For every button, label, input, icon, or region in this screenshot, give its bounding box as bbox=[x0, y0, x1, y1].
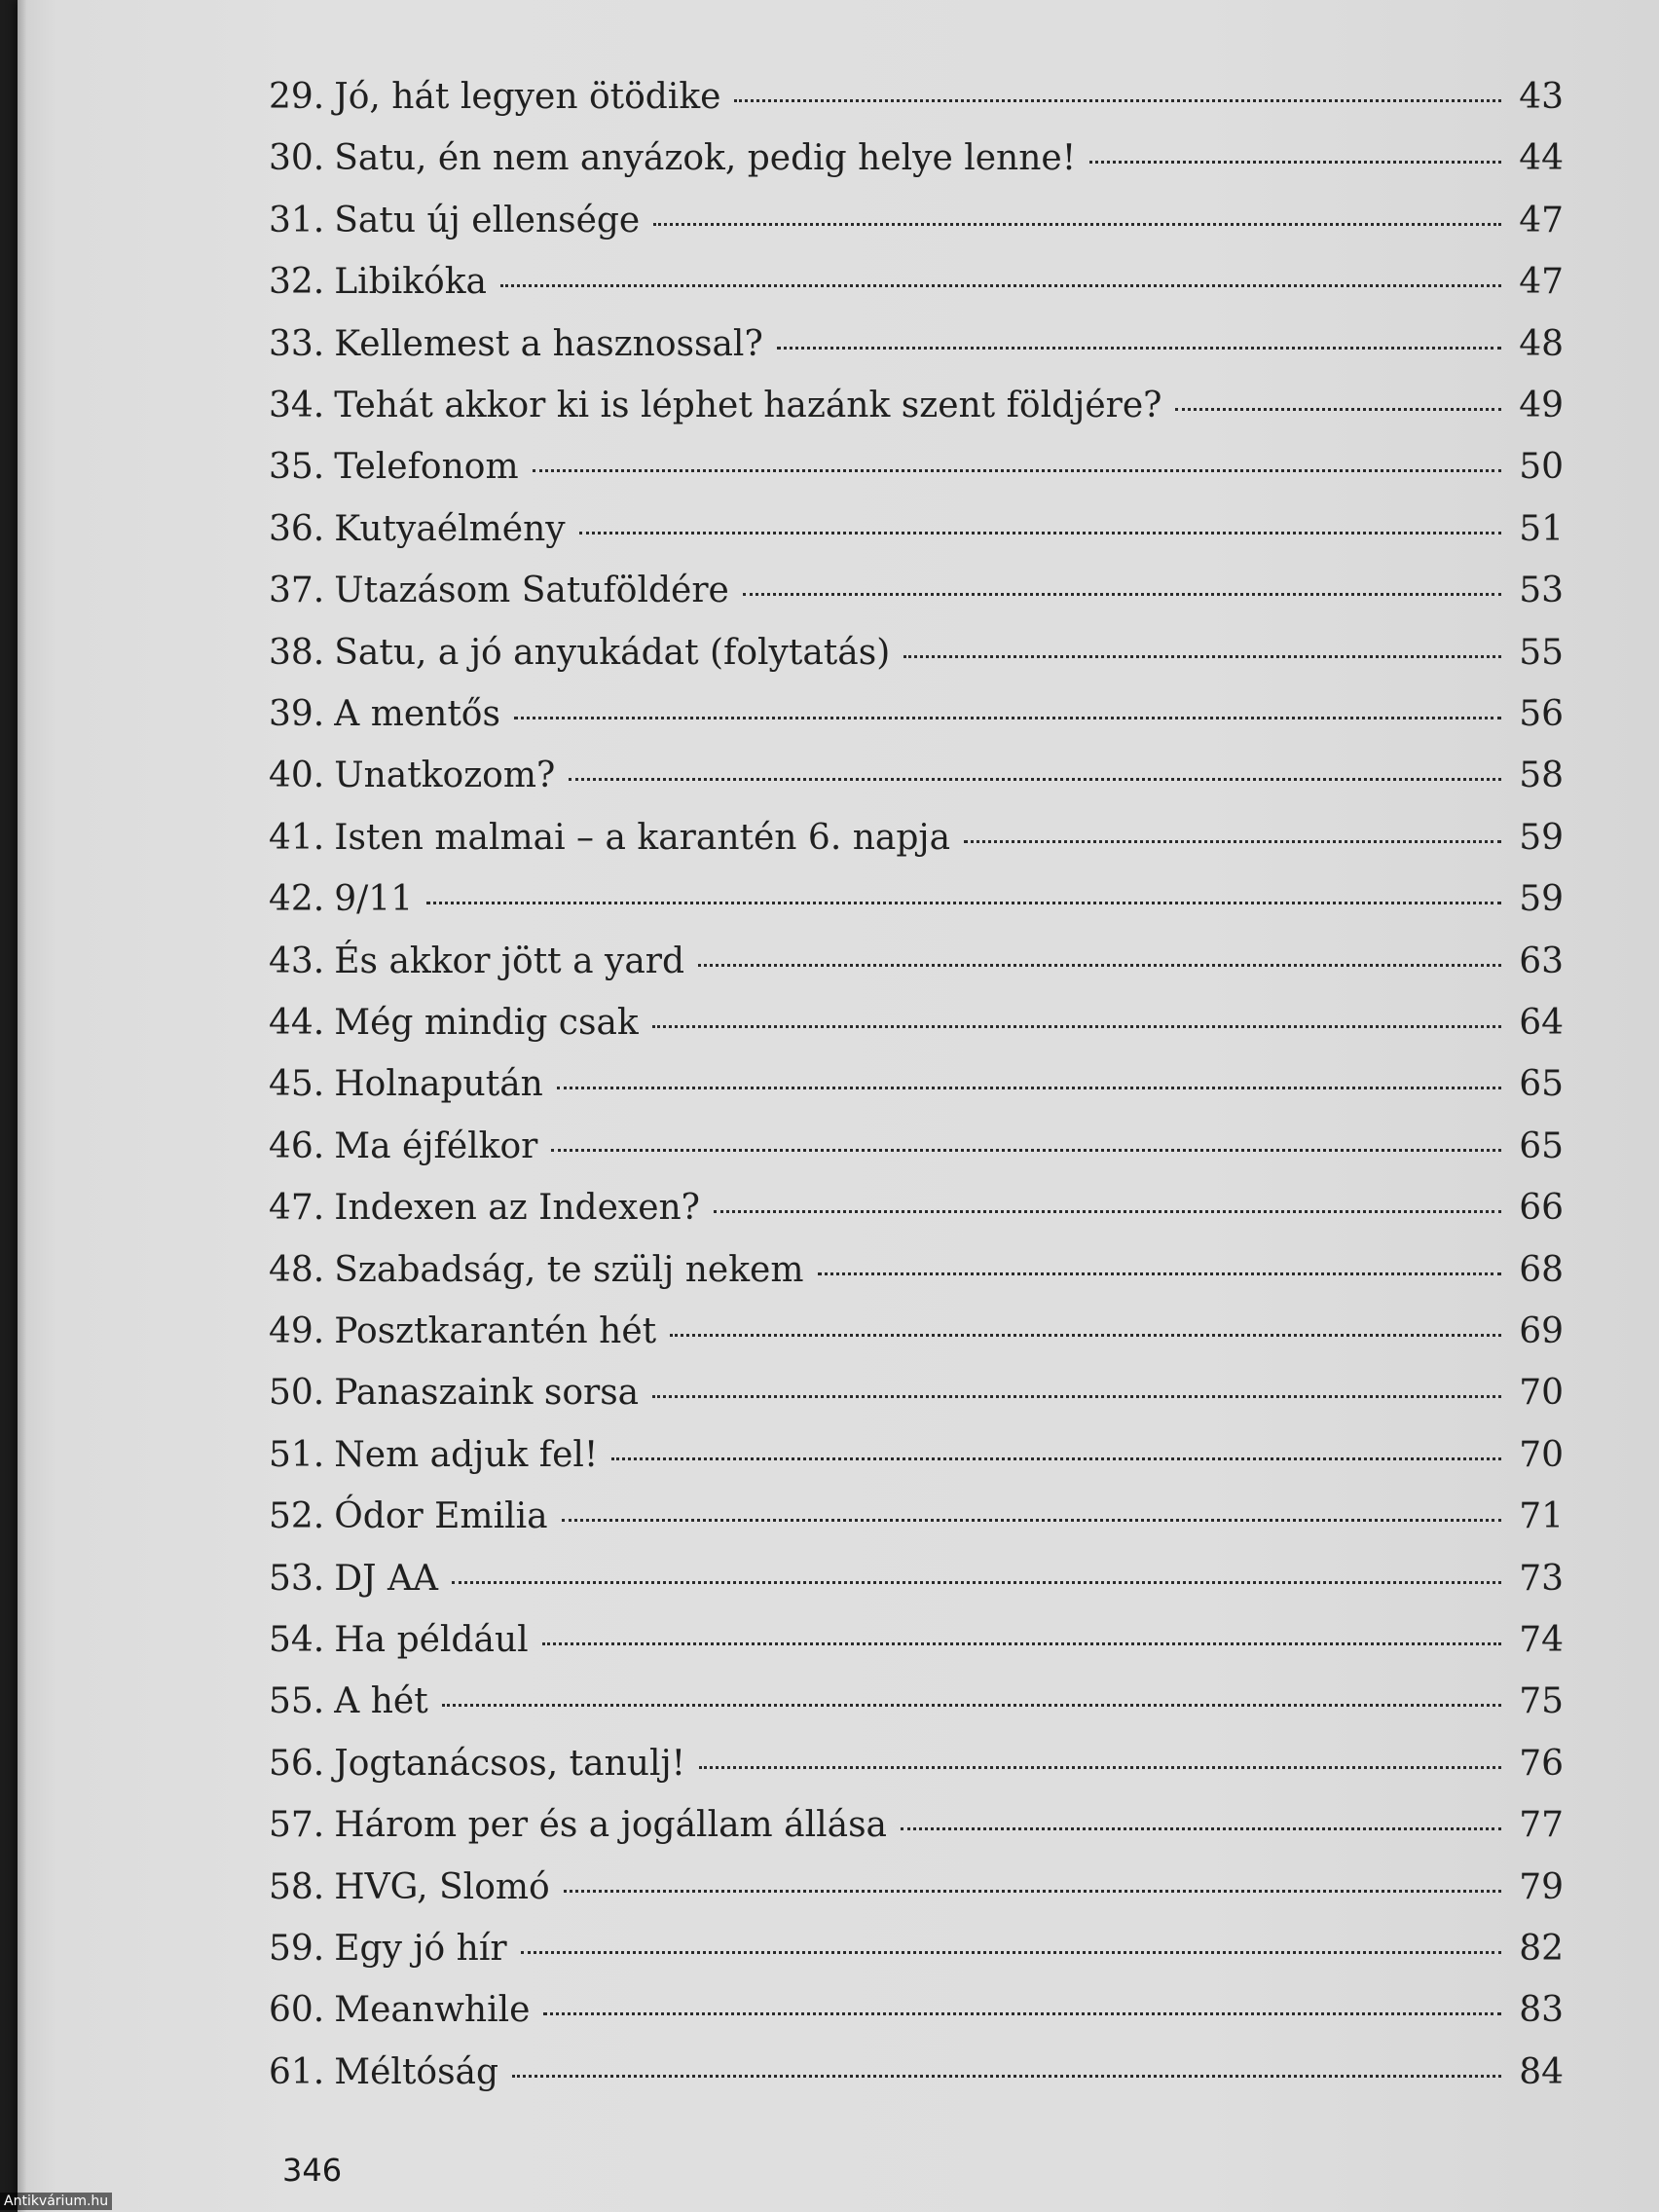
toc-entry-title: Satu új ellensége bbox=[334, 201, 641, 240]
toc-entry bbox=[269, 385, 1564, 427]
toc-entry-title: Kellemest a hasznossal? bbox=[334, 324, 763, 364]
dot-leader bbox=[442, 1704, 1501, 1707]
toc-entry-number: 52. bbox=[269, 1496, 325, 1536]
toc-entry-title: Meanwhile bbox=[334, 1990, 531, 2030]
toc-entry-page: 44 bbox=[1519, 138, 1564, 178]
table-of-contents bbox=[18, 0, 1659, 2212]
toc-entry bbox=[269, 1866, 1564, 1909]
dot-leader bbox=[562, 1519, 1501, 1522]
toc-entry-title: Jogtanácsos, tanulj! bbox=[334, 1744, 686, 1784]
toc-entry-page: 65 bbox=[1519, 1064, 1564, 1104]
toc-entry-number: 29. bbox=[269, 77, 325, 117]
dot-leader bbox=[653, 223, 1501, 226]
toc-entry-title: A hét bbox=[334, 1681, 428, 1721]
toc-entry-number: 56. bbox=[269, 1744, 325, 1784]
toc-entry-page: 47 bbox=[1519, 262, 1564, 302]
toc-entry bbox=[269, 1743, 1564, 1786]
dot-leader bbox=[426, 902, 1501, 904]
toc-entry-page: 75 bbox=[1519, 1681, 1564, 1721]
dot-leader bbox=[564, 1890, 1501, 1893]
toc-entry-title: Kutyaélmény bbox=[334, 509, 566, 549]
toc-entry-page: 73 bbox=[1519, 1559, 1564, 1599]
toc-entry-number: 49. bbox=[269, 1311, 325, 1351]
toc-entry-number: 40. bbox=[269, 756, 325, 795]
dot-leader bbox=[542, 1642, 1501, 1645]
toc-entry-number: 50. bbox=[269, 1373, 325, 1413]
toc-entry bbox=[269, 1002, 1564, 1045]
toc-entry bbox=[269, 261, 1564, 304]
toc-entry-title: Egy jó hír bbox=[334, 1929, 507, 1969]
toc-entry bbox=[269, 1928, 1564, 1971]
toc-entry-number: 37. bbox=[269, 571, 325, 610]
dot-leader bbox=[569, 778, 1501, 781]
toc-entry-number: 59. bbox=[269, 1929, 325, 1969]
dot-leader bbox=[818, 1272, 1502, 1275]
dot-leader bbox=[500, 284, 1501, 287]
toc-entry-number: 51. bbox=[269, 1435, 325, 1475]
toc-entry-number: 55. bbox=[269, 1681, 325, 1721]
toc-entry-title: Telefonom bbox=[334, 447, 519, 487]
toc-entry-number: 35. bbox=[269, 447, 325, 487]
toc-entry-number: 43. bbox=[269, 941, 325, 981]
toc-entry bbox=[269, 693, 1564, 736]
toc-entry-page: 84 bbox=[1519, 2052, 1564, 2092]
dot-leader bbox=[903, 655, 1501, 658]
dot-leader bbox=[734, 99, 1501, 102]
dot-leader bbox=[1089, 161, 1501, 164]
dot-leader bbox=[964, 840, 1501, 843]
dot-leader bbox=[699, 1766, 1501, 1769]
toc-entry bbox=[269, 1187, 1564, 1230]
dot-leader bbox=[543, 2012, 1501, 2015]
toc-entry-title: Satu, én nem anyázok, pedig helye lenne! bbox=[334, 138, 1077, 178]
toc-entry-title: Szabadság, te szülj nekem bbox=[334, 1250, 804, 1290]
toc-entry-number: 32. bbox=[269, 262, 325, 302]
toc-entry-number: 61. bbox=[269, 2052, 325, 2092]
toc-entry-number: 54. bbox=[269, 1620, 325, 1660]
toc-entry-number: 48. bbox=[269, 1250, 325, 1290]
toc-entry-title: Méltóság bbox=[334, 2052, 499, 2092]
toc-entry bbox=[269, 1249, 1564, 1292]
toc-entry-number: 44. bbox=[269, 1003, 325, 1043]
toc-entry-page: 77 bbox=[1519, 1805, 1564, 1845]
toc-entry bbox=[269, 1680, 1564, 1723]
toc-entry-title: Isten malmai – a karantén 6. napja bbox=[334, 818, 951, 858]
toc-entry-title: Utazásom Satuföldére bbox=[334, 571, 729, 610]
toc-entry-page: 71 bbox=[1519, 1496, 1564, 1536]
toc-entry-page: 56 bbox=[1519, 694, 1564, 734]
toc-entry-page: 43 bbox=[1519, 77, 1564, 117]
toc-entry bbox=[269, 446, 1564, 489]
toc-entry bbox=[269, 1495, 1564, 1538]
toc-entry bbox=[269, 2051, 1564, 2094]
toc-entry bbox=[269, 1989, 1564, 2032]
toc-entry-title: Ma éjfélkor bbox=[334, 1126, 538, 1166]
toc-entry bbox=[269, 1063, 1564, 1106]
toc-entry-number: 60. bbox=[269, 1990, 325, 2030]
toc-entry-page: 53 bbox=[1519, 571, 1564, 610]
toc-entry bbox=[269, 878, 1564, 921]
toc-entry-page: 82 bbox=[1519, 1929, 1564, 1969]
toc-entry-page: 79 bbox=[1519, 1867, 1564, 1907]
toc-entry-page: 63 bbox=[1519, 941, 1564, 981]
dot-leader bbox=[533, 469, 1501, 472]
toc-entry-page: 76 bbox=[1519, 1744, 1564, 1784]
toc-entry bbox=[269, 817, 1564, 860]
toc-entry bbox=[269, 940, 1564, 983]
toc-entry-title: Tehát akkor ki is léphet hazánk szent földjére? bbox=[334, 386, 1162, 425]
toc-entry-number: 41. bbox=[269, 818, 325, 858]
toc-entry-page: 47 bbox=[1519, 201, 1564, 240]
watermark: Antikvárium.hu bbox=[0, 2193, 112, 2210]
toc-entry-number: 31. bbox=[269, 201, 325, 240]
toc-entry-number: 47. bbox=[269, 1188, 325, 1228]
dot-leader bbox=[557, 1087, 1501, 1089]
dot-leader bbox=[714, 1210, 1501, 1213]
dot-leader bbox=[512, 2075, 1501, 2078]
toc-entry-title: Holnapután bbox=[334, 1064, 543, 1104]
toc-entry-number: 30. bbox=[269, 138, 325, 178]
toc-entry bbox=[269, 1619, 1564, 1662]
toc-entry-page: 48 bbox=[1519, 324, 1564, 364]
dot-leader bbox=[777, 347, 1501, 350]
toc-entry-title: Satu, a jó anyukádat (folytatás) bbox=[334, 633, 891, 673]
toc-entry-page: 59 bbox=[1519, 879, 1564, 919]
toc-entry bbox=[269, 1372, 1564, 1415]
toc-entry bbox=[269, 632, 1564, 675]
toc-entry-page: 49 bbox=[1519, 386, 1564, 425]
toc-entry-title: És akkor jött a yard bbox=[334, 941, 685, 981]
dot-leader bbox=[514, 717, 1501, 719]
toc-entry-title: Indexen az Indexen? bbox=[334, 1188, 700, 1228]
toc-entry-title: 9/11 bbox=[334, 879, 414, 919]
toc-entry bbox=[269, 1804, 1564, 1847]
toc-entry bbox=[269, 1125, 1564, 1168]
toc-entry bbox=[269, 1434, 1564, 1477]
toc-entry bbox=[269, 508, 1564, 551]
toc-entry-page: 51 bbox=[1519, 509, 1564, 549]
toc-entry-title: Még mindig csak bbox=[334, 1003, 639, 1043]
toc-entry-title: Posztkarantén hét bbox=[334, 1311, 657, 1351]
page-number: 346 bbox=[282, 2152, 343, 2189]
toc-entry-page: 74 bbox=[1519, 1620, 1564, 1660]
toc-entry-page: 66 bbox=[1519, 1188, 1564, 1228]
toc-entry-page: 70 bbox=[1519, 1373, 1564, 1413]
book-page bbox=[18, 0, 1659, 2212]
toc-entry-page: 58 bbox=[1519, 756, 1564, 795]
toc-entry-title: Panaszaink sorsa bbox=[334, 1373, 640, 1413]
toc-entry-page: 70 bbox=[1519, 1435, 1564, 1475]
toc-entry bbox=[269, 200, 1564, 242]
toc-entry-number: 45. bbox=[269, 1064, 325, 1104]
dot-leader bbox=[452, 1581, 1501, 1584]
dot-leader bbox=[670, 1334, 1501, 1337]
toc-entry-title: Jó, hát legyen ötödike bbox=[334, 77, 721, 117]
toc-entry bbox=[269, 323, 1564, 366]
toc-entry-number: 53. bbox=[269, 1559, 325, 1599]
toc-entry bbox=[269, 1558, 1564, 1601]
toc-entry-number: 34. bbox=[269, 386, 325, 425]
toc-entry-page: 50 bbox=[1519, 447, 1564, 487]
toc-entry-page: 65 bbox=[1519, 1126, 1564, 1166]
toc-entry-number: 36. bbox=[269, 509, 325, 549]
dot-leader bbox=[1175, 408, 1501, 411]
dot-leader bbox=[579, 532, 1501, 535]
toc-entry-page: 68 bbox=[1519, 1250, 1564, 1290]
toc-entry-number: 42. bbox=[269, 879, 325, 919]
dot-leader bbox=[698, 964, 1501, 967]
toc-entry-page: 64 bbox=[1519, 1003, 1564, 1043]
toc-entry-title: Ódor Emilia bbox=[334, 1496, 548, 1536]
toc-entry bbox=[269, 137, 1564, 180]
toc-entry-title: Ha például bbox=[334, 1620, 529, 1660]
toc-entry-title: A mentős bbox=[334, 694, 500, 734]
toc-entry-number: 46. bbox=[269, 1126, 325, 1166]
toc-entry-number: 33. bbox=[269, 324, 325, 364]
toc-entry-number: 58. bbox=[269, 1867, 325, 1907]
dot-leader bbox=[652, 1025, 1501, 1028]
dot-leader bbox=[901, 1827, 1501, 1830]
toc-entry-number: 57. bbox=[269, 1805, 325, 1845]
toc-entry-title: Három per és a jogállam állása bbox=[334, 1805, 888, 1845]
dot-leader bbox=[611, 1457, 1501, 1460]
toc-entry-page: 59 bbox=[1519, 818, 1564, 858]
dot-leader bbox=[743, 593, 1501, 596]
dot-leader bbox=[551, 1149, 1501, 1152]
toc-entry-title: Libikóka bbox=[334, 262, 488, 302]
dot-leader bbox=[652, 1395, 1501, 1398]
toc-entry-page: 55 bbox=[1519, 633, 1564, 673]
toc-entry bbox=[269, 570, 1564, 612]
toc-entry bbox=[269, 755, 1564, 797]
toc-entry-title: Unatkozom? bbox=[334, 756, 556, 795]
toc-entry-number: 38. bbox=[269, 633, 325, 673]
toc-entry-page: 69 bbox=[1519, 1311, 1564, 1351]
toc-entry bbox=[269, 1310, 1564, 1353]
toc-entry-title: DJ AA bbox=[334, 1559, 438, 1599]
toc-entry-title: HVG, Slomó bbox=[334, 1867, 550, 1907]
toc-entry-number: 39. bbox=[269, 694, 325, 734]
toc-entry bbox=[269, 76, 1564, 119]
toc-entry-title: Nem adjuk fel! bbox=[334, 1435, 599, 1475]
toc-entry-page: 83 bbox=[1519, 1990, 1564, 2030]
dot-leader bbox=[521, 1951, 1501, 1954]
